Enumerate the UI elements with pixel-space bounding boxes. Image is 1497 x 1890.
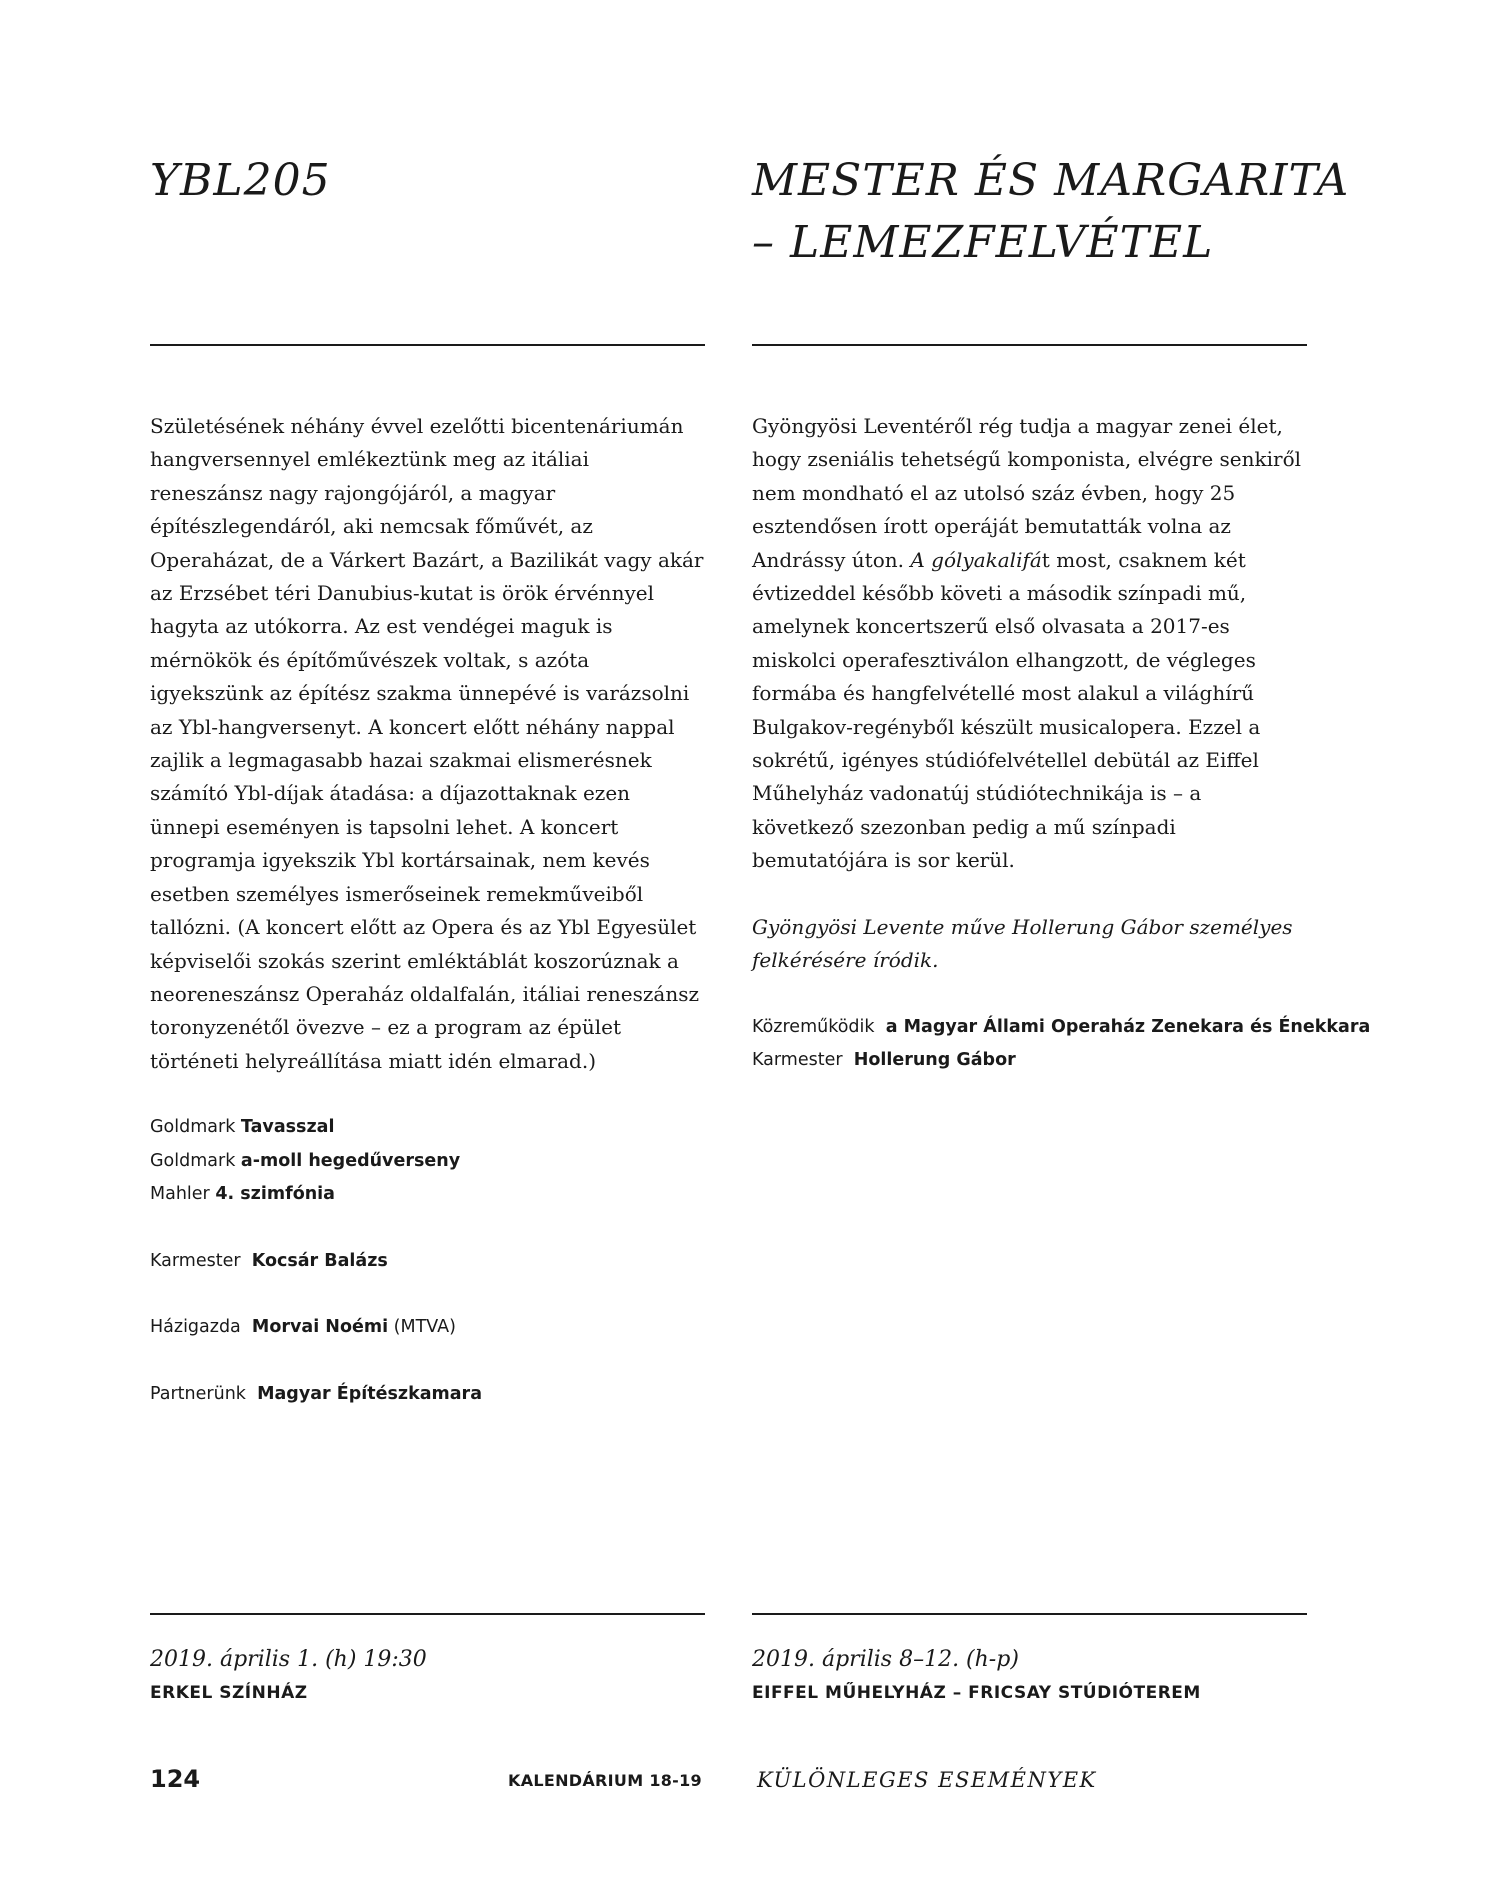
program-item: [150, 1178, 705, 1212]
conductor-name: Kocsár Balázs: [251, 1250, 388, 1271]
right-title-line-1: MESTER ÉS MARGARITA: [752, 155, 1350, 206]
left-conductor-credit: [150, 1245, 705, 1279]
conductor-label: Karmester: [150, 1250, 241, 1271]
host-name: Morvai Noémi: [251, 1317, 389, 1338]
right-event-title: [752, 150, 1349, 274]
left-program-list: [150, 1111, 705, 1212]
conductor-name: Hollerung Gábor: [853, 1050, 1016, 1070]
right-title-divider: [752, 344, 1307, 346]
paragraph-text: t most, csaknem két évtizeddel később követi a második színpadi mű, amelynek koncertszerű első olvasata a 2017-es miskolci operafesztiválon elhangzott, de végleges formába és hangfelvétellé most alakul a világhírű Bulgakov-regényből készült musicalopera. Ezzel a sokrétű, igényes stúdiófelvétellel debütál az Eiffel Műhelyház vadonatúj stúdiótechnikája is – a következő szezonban pedig a mű színpadi bemutatójára is sor kerül.: [752, 547, 1261, 873]
right-event-description: [752, 410, 1371, 1078]
left-description-paragraph: Születésének néhány évvel ezelőtti bicentenáriumán hangversennyel emlékeztünk meg az itáliai reneszánsz nagy rajongójáról, a magyar építészlegendáról, aki nemcsak főművét, az Operaházat, de a Várkert Bazárt, a Bazilikát vagy akár az Erzsébet téri Danubius-kutat is örök érvénnyel hagyta az utókorra. Az est vendégei maguk is mérnökök és építőművészek voltak, s azóta igyekszünk az építész szakma ünnepévé is varázsolni az Ybl-hangversenyt. A koncert előtt néhány nappal zajlik a legmagasabb hazai szakmai elismerésnek számító Ybl-díjak átadása: a díjazottaknak ezen ünnepi eseményen is tapsolni lehet. A koncert programja igyekszik Ybl kortársainak, nem kevés esetben személyes ismerőseinek remekműveiből tallózni. (A koncert előtt az Opera és az Ybl Egyesület képviselői szokás szerint emléktáblát koszorúznak a neoreneszánsz Operaház oldalfalán, itáliai reneszánsz toronyzenétől övezve – ez a program az épület történeti helyreállítása miatt idén elmarad.): [150, 414, 704, 1073]
program-composer: Goldmark: [150, 1150, 236, 1171]
left-partner-credit: [150, 1378, 705, 1412]
performers-name: a Magyar Állami Operaház Zenekara és Énekkara: [885, 1016, 1371, 1037]
right-event-venue: EIFFEL MŰHELYHÁZ – FRICSAY STÚDIÓTEREM: [752, 1683, 1201, 1703]
right-description-paragraph: [752, 410, 1307, 878]
program-work: Tavasszal: [240, 1117, 335, 1138]
host-affiliation: (MTVA): [388, 1317, 456, 1338]
program-work: a-moll hegedűverseny: [240, 1150, 461, 1171]
paragraph-text: Gyöngyösi Leventéről rég tudja a magyar zenei élet, hogy zseniális tehetségű komponista, elvégre senkiről nem mondható el az utolsó száz évben, hogy 25 esztendősen írott operáját bemutatták volna az Andrássy úton.: [752, 414, 1302, 572]
right-title-line-2: – LEMEZFELVÉTEL: [752, 217, 1214, 268]
page-number: 124: [150, 1765, 201, 1793]
right-credits: [752, 1011, 1371, 1078]
conductor-label: Karmester: [752, 1050, 843, 1070]
partner-label: Partnerünk: [150, 1383, 246, 1404]
right-note: Gyöngyösi Levente műve Hollerung Gábor személyes felkérésére íródik.: [752, 914, 1293, 973]
left-host-credit: [150, 1311, 705, 1345]
running-title: KALENDÁRIUM 18-19: [508, 1771, 702, 1790]
right-footer-divider: [752, 1613, 1307, 1615]
program-composer: Mahler: [150, 1184, 210, 1205]
left-footer-divider: [150, 1613, 705, 1615]
program-item: [150, 1111, 705, 1145]
left-event-venue: ERKEL SZÍNHÁZ: [150, 1683, 308, 1703]
section-name: KÜLÖNLEGES ESEMÉNYEK: [757, 1768, 1097, 1792]
program-composer: Goldmark: [150, 1117, 236, 1138]
host-label: Házigazda: [150, 1317, 241, 1338]
program-item: [150, 1145, 705, 1179]
left-title-divider: [150, 344, 705, 346]
left-event-date: 2019. április 1. (h) 19:30: [150, 1647, 427, 1672]
left-event-description: [150, 410, 705, 1411]
work-title-italic: A gólyakalifá: [910, 547, 1042, 572]
right-event-date: 2019. április 8–12. (h-p): [752, 1647, 1019, 1672]
partner-name: Magyar Építészkamara: [257, 1383, 482, 1404]
left-event-title: YBL205: [150, 155, 331, 206]
performers-label: Közreműködik: [752, 1016, 875, 1037]
program-work: 4. szimfónia: [215, 1184, 335, 1205]
